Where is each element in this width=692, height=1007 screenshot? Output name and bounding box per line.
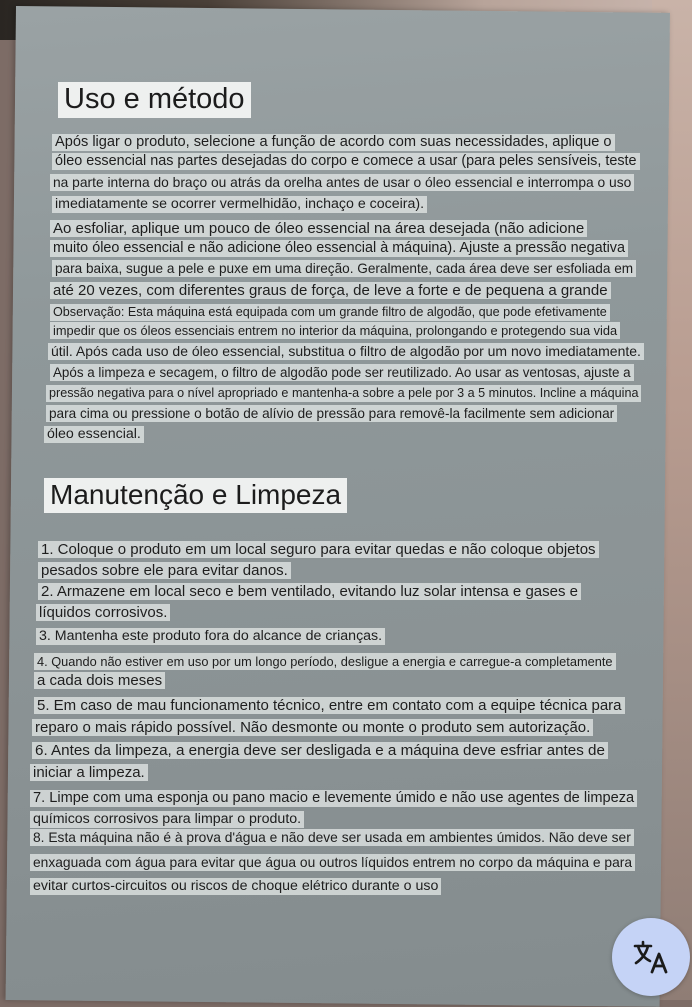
- text-line: para baixa, sugue a pele e puxe em uma direção. Geralmente, cada área deve ser esfoliada em: [52, 260, 636, 277]
- translate-button[interactable]: [612, 918, 690, 996]
- list-item: líquidos corrosivos.: [36, 604, 170, 621]
- text-line: Após ligar o produto, selecione a função de acordo com suas necessidades, aplique o: [52, 134, 615, 151]
- text-line: óleo essencial nas partes desejadas do corpo e comece a usar (para peles sensíveis, teste: [52, 153, 640, 170]
- list-item: químicos corrosivos para limpar o produto.: [30, 811, 304, 828]
- text-line: muito óleo essencial e não adicione óleo essencial à máquina). Ajuste a pressão negativa: [50, 240, 628, 257]
- list-item: 1. Coloque o produto em um local seguro para evitar quedas e não coloque objetos: [38, 541, 599, 558]
- list-item: evitar curtos-circuitos ou riscos de choque elétrico durante o uso: [30, 878, 441, 895]
- list-item: 8. Esta máquina não é à prova d'água e não deve ser usada em ambientes úmidos. Não deve ser: [30, 829, 634, 846]
- list-item: 6. Antes da limpeza, a energia deve ser desligada e a máquina deve esfriar antes de: [32, 742, 608, 759]
- text-line: na parte interna do braço ou atrás da orelha antes de usar o óleo essencial e interrompa o uso: [50, 174, 634, 191]
- section-title-manutencao-e-limpeza: Manutenção e Limpeza: [44, 478, 347, 513]
- list-item: reparo o mais rápido possível. Não desmonte ou monte o produto sem autorização.: [32, 719, 593, 736]
- text-line: Observação: Esta máquina está equipada com um grande filtro de algodão, que pode efetivamente: [50, 304, 610, 321]
- list-item: a cada dois meses: [34, 672, 165, 689]
- text-line: óleo essencial.: [44, 426, 144, 443]
- text-line: pressão negativa para o nível apropriado e mantenha-a sobre a pele por 3 a 5 minutos. Incline a máquina: [46, 385, 641, 402]
- section-title-uso-e-metodo: Uso e método: [58, 82, 251, 118]
- text-line: Ao esfoliar, aplique um pouco de óleo essencial na área desejada (não adicione: [50, 220, 587, 237]
- list-item: iniciar a limpeza.: [30, 764, 148, 781]
- list-item: enxaguada com água para evitar que água ou outros líquidos entrem no corpo da máquina e para: [30, 854, 635, 871]
- list-item: 5. Em caso de mau funcionamento técnico, entre em contato com a equipe técnica para: [34, 697, 625, 714]
- text-line: imediatamente se ocorrer vermelhidão, inchaço e coceira).: [52, 196, 427, 213]
- translate-icon: [631, 937, 671, 977]
- text-line: Após a limpeza e secagem, o filtro de algodão pode ser reutilizado. Ao usar as ventosas, ajuste a: [50, 364, 634, 381]
- list-item: pesados sobre ele para evitar danos.: [38, 562, 291, 579]
- list-item: 2. Armazene em local seco e bem ventilado, evitando luz solar intensa e gases e: [38, 583, 581, 600]
- list-item: 3. Mantenha este produto fora do alcance de crianças.: [36, 628, 385, 645]
- text-line: até 20 vezes, com diferentes graus de força, de leve a forte e de pequena a grande: [50, 282, 611, 299]
- list-item: 4. Quando não estiver em uso por um longo período, desligue a energia e carregue-a completamente: [34, 653, 616, 670]
- text-line: útil. Após cada uso de óleo essencial, substitua o filtro de algodão por um novo imediatamente.: [48, 343, 644, 360]
- text-line: para cima ou pressione o botão de alívio de pressão para removê-la facilmente sem adicionar: [46, 405, 617, 422]
- list-item: 7. Limpe com uma esponja ou pano macio e levemente úmido e não use agentes de limpeza: [30, 790, 637, 807]
- text-line: impedir que os óleos essenciais entrem no interior da máquina, prolongando e protegendo sua vida: [50, 322, 620, 339]
